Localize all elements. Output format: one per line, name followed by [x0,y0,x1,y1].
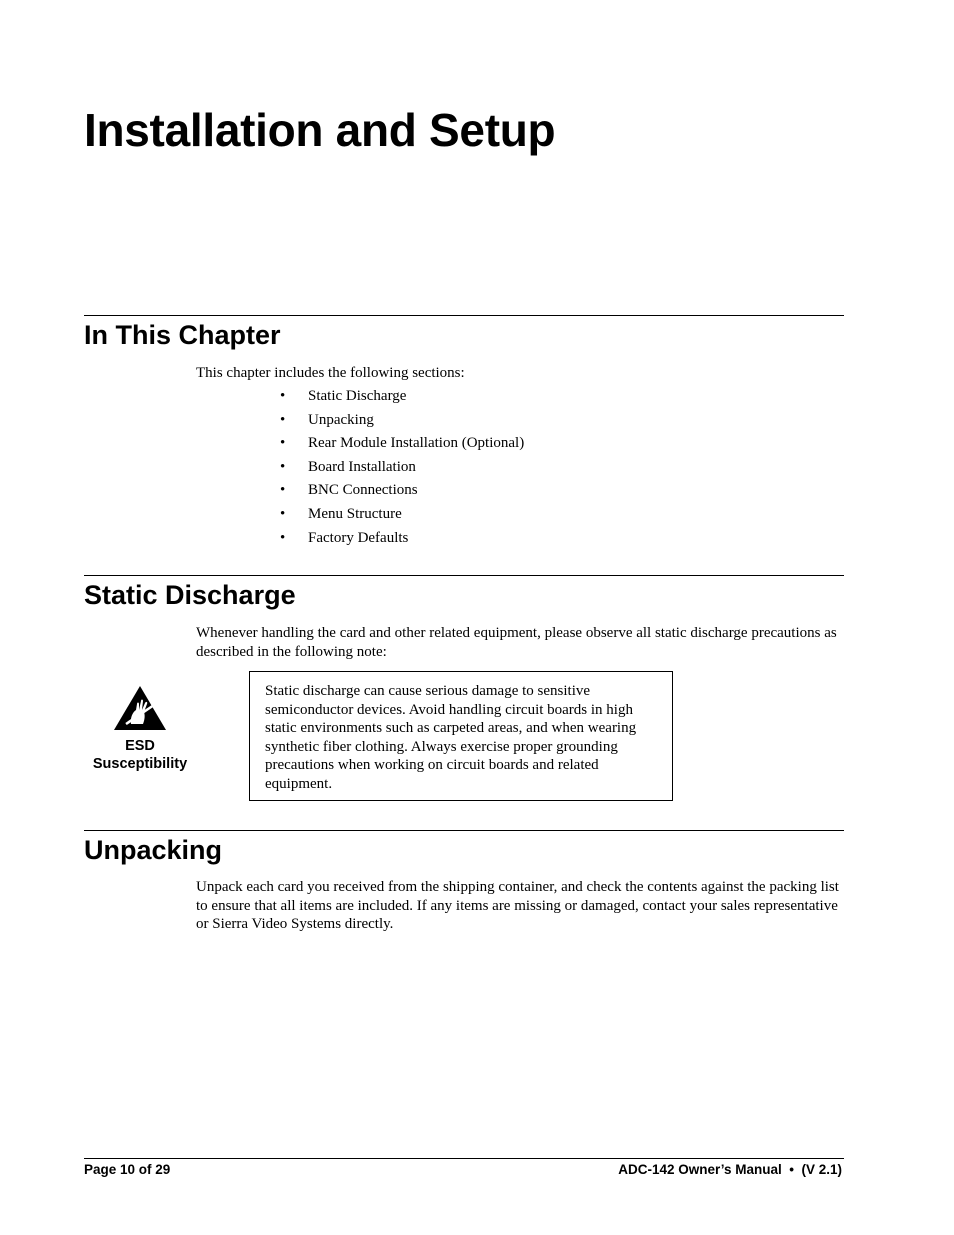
esd-note-box: Static discharge can cause serious damage to sensitive semiconductor devices. Avoid handling circuit boards in high static environments such as carpeted areas, and when wearing synthetic fiber clothing. Always exercise proper grounding precautions when working on circuit boards and related equipment. [249,671,673,801]
section-divider [84,575,844,576]
static-discharge-body: Whenever handling the card and other related equipment, please observe all static discharge precautions as described in the following note: [196,625,837,660]
footer-divider [84,1158,844,1159]
page-number: Page 10 of 29 [84,1162,171,1177]
chapter-title: Installation and Setup [84,104,556,156]
list-item: • Static Discharge [280,385,524,409]
list-item: • Unpacking [280,409,524,433]
section-heading-static-discharge: Static Discharge [84,580,296,610]
bullet-icon: • [280,435,286,452]
manual-title: ADC-142 Owner’s Manual • (V 2.1) [618,1162,842,1177]
bullet-icon: • [280,529,286,546]
section-divider [84,315,844,316]
esd-symbol-block [84,684,196,773]
unpacking-body: Unpack each card you received from the shipping container, and check the contents against the packing list to ensure that all items are included. If any items are missing or damaged, contact your sales representative or Sierra Video Systems directly. [196,879,839,932]
section-heading-in-this-chapter: In This Chapter [84,320,281,350]
section-heading-unpacking: Unpacking [84,835,223,865]
list-item: • Rear Module Installation (Optional) [280,432,524,456]
bullet-icon: • [280,458,286,475]
list-item: • Factory Defaults [280,527,524,551]
list-item: • Board Installation [280,456,524,480]
section-divider [84,830,844,831]
esd-warning-icon [112,684,168,732]
esd-label: ESD Susceptibility [92,738,188,772]
bullet-icon: • [280,388,286,404]
chapter-intro-text: This chapter includes the following sections: [196,365,465,381]
chapter-sections-list [280,385,524,550]
bullet-icon: • [280,505,286,522]
bullet-icon: • [280,411,286,428]
bullet-icon: • [280,482,286,499]
list-item: • Menu Structure [280,503,524,527]
list-item: • BNC Connections [280,479,524,503]
